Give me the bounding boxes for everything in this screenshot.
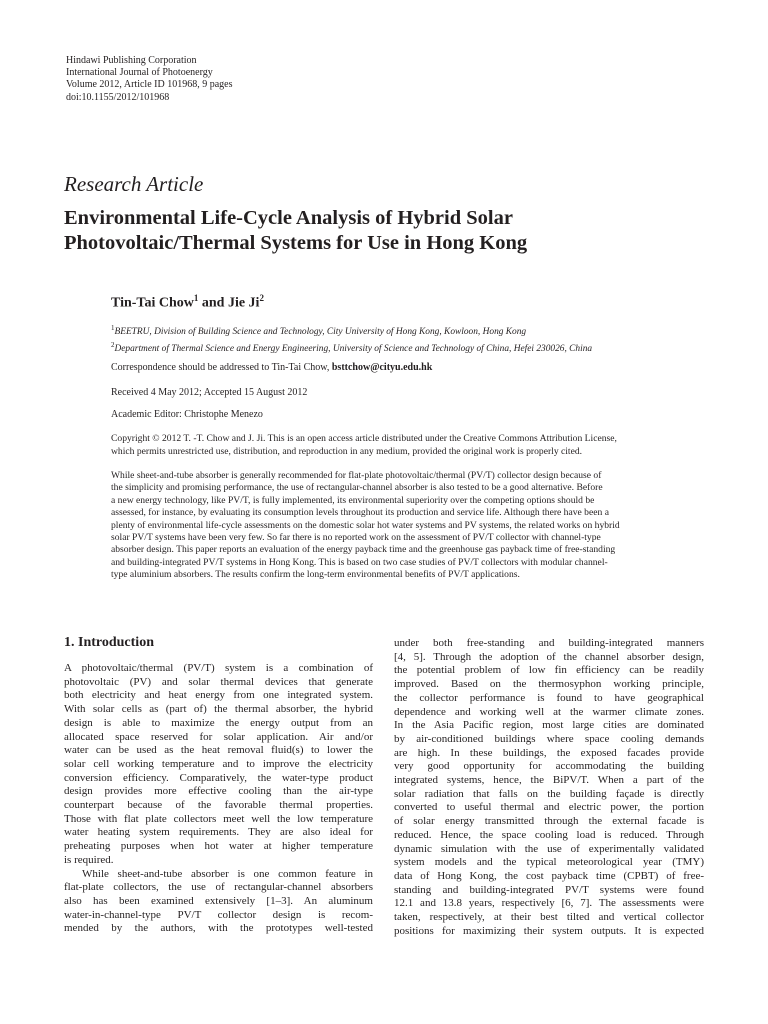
article-dates: Received 4 May 2012; Accepted 15 August 2012 — [111, 387, 308, 398]
body-line: Those with flat plate collectors meet well the low temperature — [64, 812, 373, 825]
correspondence — [111, 362, 432, 373]
body-line: conversion efficiency. Comparatively, the water-type product — [64, 771, 373, 784]
body-line: both electricity and heat energy from one integrated system. — [64, 689, 373, 702]
body-line: by air-conditioned buildings where space cooling demands — [394, 732, 704, 745]
author-name: Tin-Tai Chow — [111, 295, 194, 311]
section-heading: 1. Introduction — [64, 635, 154, 650]
body-line: allocated space reserved for solar application. Air and/or — [64, 730, 373, 743]
body-line: also has been examined extensively [1–3]. An aluminum — [64, 894, 373, 907]
body-line: are high. In these buildings, the exposed facades provide — [394, 746, 704, 759]
body-line: flat-plate collectors, the use of rectangular-channel absorbers — [64, 881, 373, 894]
paper-title — [64, 206, 724, 256]
abstract-line: plenty of environmental life-cycle assessments on the domestic solar hot water systems and PV systems, the related works on hybrid — [111, 519, 620, 531]
copyright-line: Copyright © 2012 T. -T. Chow and J. Ji. This is an open access article distributed under the Creative Commons Attribution License, — [111, 433, 617, 444]
affiliation-item — [111, 339, 592, 356]
body-column-left — [64, 662, 373, 936]
body-line: photovoltaic (PV) and solar thermal devices that generate — [64, 675, 373, 688]
body-line: under both free-standing and building-integrated manners — [394, 637, 704, 649]
body-line: 12.1 and 13.8 years, respectively [6, 7]. The assessments were — [394, 897, 704, 910]
author-conjunction: and — [198, 295, 228, 311]
publication-info — [66, 55, 232, 104]
body-line: reduced. Hence, the space cooling load is reduced. Through — [394, 828, 704, 841]
abstract-line: the simplicity and promising performance, the use of rectangular-channel absorber is also tested to be a good alternative. Before — [111, 482, 603, 494]
doi-link[interactable]: doi:10.1155/2012/101968 — [66, 91, 170, 103]
abstract-line: type aluminium absorbers. The results confirm the long-term environmental benefits of PV/T applications. — [111, 569, 520, 581]
body-line: integrated systems, hence, the BiPV/T. When a part of the — [394, 774, 704, 787]
correspondence-text: Correspondence should be addressed to Tin-Tai Chow, — [111, 362, 332, 373]
title-line: Environmental Life-Cycle Analysis of Hybrid Solar — [64, 207, 513, 229]
body-line: counterpart because of the favorable thermal properties. — [64, 799, 373, 812]
academic-editor: Academic Editor: Christophe Menezo — [111, 409, 263, 420]
author-list — [111, 293, 264, 312]
publisher-name: Hindawi Publishing Corporation — [66, 55, 197, 66]
body-line: preheating purposes when hot water at higher temperature — [64, 840, 373, 853]
body-line: In the Asia Pacific region, most large cities are dominated — [394, 719, 704, 732]
affiliation-mark: 2 — [111, 341, 115, 350]
body-line: While sheet-and-tube absorber is one common feature in — [82, 867, 373, 880]
body-line: solar cell working temperature and to improve the electricity — [64, 757, 373, 770]
affiliation-mark: 1 — [193, 293, 199, 303]
copyright-notice — [111, 433, 705, 458]
body-column-right — [394, 637, 704, 938]
body-line: data of Hong Kong, the cost payback time (CPBT) of free- — [394, 869, 704, 882]
volume-info: Volume 2012, Article ID 101968, 9 pages — [66, 79, 233, 91]
body-line: water can be used as the heat removal fluid(s) to lower the — [64, 744, 373, 757]
body-line: system models and the typical meteorological year (TMY) — [394, 856, 704, 869]
body-line: standing and building-integrated PV/T systems were found — [394, 883, 704, 896]
journal-name: International Journal of Photoenergy — [66, 67, 213, 79]
abstract-line: solar PV/T systems have been very few. So far there is no reported work on the assessment of PV/T collector with channel-type — [111, 532, 601, 544]
body-line: the collector performance is found to have geographical — [394, 691, 704, 704]
abstract-line: assessed, for instance, by evaluating its consumption levels throughout its production and service life. Although there have been a — [111, 507, 609, 519]
body-line: positions for maximizing their system outputs. It is expected — [394, 924, 704, 937]
body-line: [4, 5]. Through the adoption of the channel absorber design, — [394, 650, 704, 663]
affiliation-text: Department of Thermal Science and Energy Engineering, University of Science and Technology of China, Hefei 230026, China — [114, 344, 593, 355]
body-line: mended by the authors, with the prototypes well-tested — [64, 922, 373, 935]
correspondence-email[interactable]: bsttchow@cityu.edu.hk — [331, 362, 433, 373]
body-line: design provides more effective cooling than the air-type — [64, 785, 373, 798]
body-line: water heating system requirements. They are also ideal for — [64, 826, 373, 839]
body-line: design is able to maximize the energy output from an — [64, 716, 373, 729]
abstract-line: While sheet-and-tube absorber is generally recommended for flat-plate photovoltaic/thermal (PV/T) collector design because of — [111, 470, 602, 481]
body-line: improved. Based on the thermosyphon working principle, — [394, 678, 704, 691]
author-name: Jie Ji — [227, 295, 260, 311]
abstract-line: absorber design. This paper reports an evaluation of the energy payback time and the greenhouse gas payback time of free-standing — [111, 544, 616, 556]
body-line: solar radiation that falls on the building façade is directly — [394, 787, 704, 800]
affiliation-mark: 2 — [259, 293, 264, 303]
body-line: A photovoltaic/thermal (PV/T) system is a combination of — [64, 662, 373, 674]
copyright-line: which permits unrestricted use, distribution, and reproduction in any medium, provided the original work is properly cited. — [111, 445, 583, 457]
body-line: very good opportunity for accommodating the building — [394, 760, 704, 773]
body-line: the potential problem of low fin efficiency can be readily — [394, 664, 704, 677]
abstract — [111, 470, 705, 582]
body-line: water-in-channel-type PV/T collector design is recom- — [64, 908, 373, 921]
body-line: dynamic simulation with the use of experimentally validated — [394, 842, 704, 855]
body-line: of solar energy transmitted through the external facade is — [394, 815, 704, 828]
body-line: dependence and working well at the warmer climate zones. — [394, 705, 704, 718]
affiliation-mark: 1 — [111, 324, 115, 332]
title-line: Photovoltaic/Thermal Systems for Use in Hong Kong — [64, 232, 528, 254]
affiliation-text: BEETRU, Division of Building Science and Technology, City University of Hong Kong, Kowloon, Hong Kong — [114, 327, 527, 338]
body-line: taken, respectively, at their best tilted and vertical collector — [394, 911, 704, 924]
article-type: Research Article — [64, 172, 204, 196]
affiliation-item — [111, 322, 592, 339]
abstract-line: and building-integrated PV/T systems in Hong Kong. This is based on two case studies of PV/T collectors with modular channel- — [111, 556, 608, 568]
abstract-line: a new energy technology, like PV/T, is fully implemented, its environmental superiority over the competing options should be — [111, 494, 595, 506]
body-line: is required. — [64, 853, 114, 866]
affiliations — [111, 322, 592, 356]
body-line: converted to useful thermal and electric power, the portion — [394, 801, 704, 814]
body-line: With solar cells as (part of) the thermal absorber, the hybrid — [64, 703, 373, 716]
